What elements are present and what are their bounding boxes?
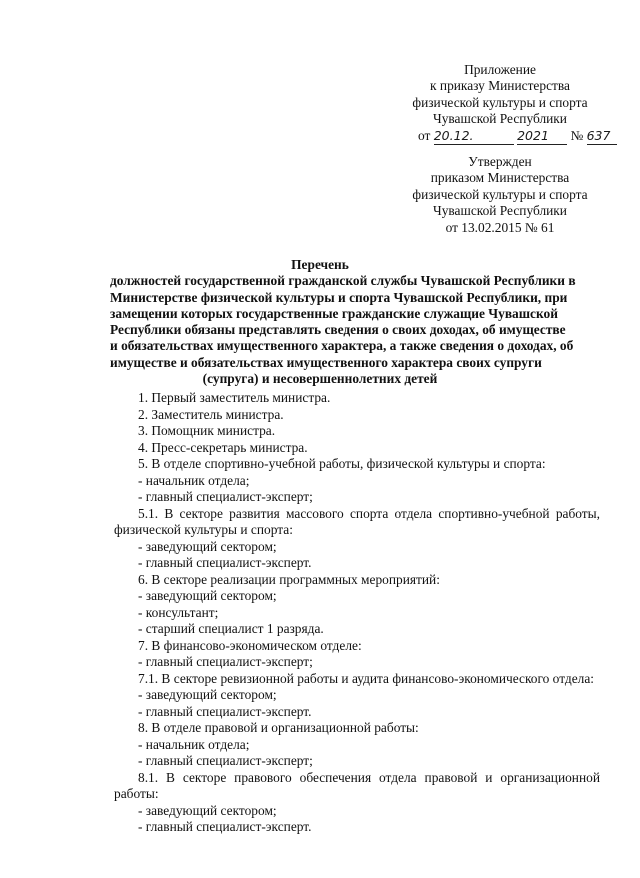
positions-list [0,390,640,836]
list-item: - главный специалист-эксперт. [138,703,312,719]
list-item: - главный специалист-эксперт; [138,753,313,768]
document-title [110,257,576,387]
list-item: - старший специалист 1 разряда. [138,621,324,636]
appendix-block [400,62,611,145]
list-item: 7. В финансово-экономическом отделе: [138,637,362,653]
appendix-line: Приложение [464,62,536,77]
number-sign: № [570,127,584,143]
list-item: - начальник отдела; [138,472,250,488]
title-line: и обязательствах имущественного характера, а также сведения о доходах, об [110,338,574,354]
title-line: Министерстве физической культуры и спорта Чувашской Республики, при [110,289,568,305]
approved-line: Чувашской Республики [433,203,567,219]
date-blank [434,128,514,145]
list-item: 8. В отделе правовой и организационной работы: [138,720,419,735]
list-item: 7.1. В секторе ревизионной работы и аудита финансово-экономического отдела: [138,670,594,686]
list-item: 6. В секторе реализации программных мероприятий: [138,571,440,587]
list-item: 5.1. В секторе развития массового спорта отдела спортивно-учебной работы, [138,505,600,521]
list-item: 5. В отделе спортивно-учебной работы, физической культуры и спорта: [138,456,546,471]
list-item: 4. Пресс-секретарь министра. [138,439,308,455]
year-blank [517,128,567,145]
list-item: 2. Заместитель министра. [138,406,284,422]
title-line: должностей государственной гражданской службы Чувашской Республики в [110,273,576,289]
approved-line: физической культуры и спорта [412,186,588,202]
list-item: - заведующий сектором; [138,538,277,554]
appendix-line: физической культуры и спорта [412,94,588,110]
list-item: - главный специалист-эксперт; [138,489,313,504]
list-item: - заведующий сектором; [138,687,277,702]
title-line: Республики обязаны представлять сведения о своих доходах, об имуществе [110,322,566,338]
list-item: - консультант; [138,604,219,620]
list-item: - главный специалист-эксперт; [138,654,313,669]
title-line: Перечень [291,257,349,272]
approved-line: Утвержден [468,154,532,169]
list-item: - главный специалист-эксперт. [138,555,312,570]
list-item: - главный специалист-эксперт. [138,819,312,834]
approved-line: приказом Министерства [430,170,570,186]
handwritten-year: 2021 [517,127,549,143]
list-item: работы: [114,786,159,801]
list-item: 8.1. В секторе правового обеспечения отдела правовой и организационной [138,769,600,785]
handwritten-date: 20.12. [433,127,474,143]
order-date-line [400,127,611,145]
list-item: 3. Помощник министра. [138,423,276,438]
list-item: - заведующий сектором; [138,802,277,818]
approved-block [400,154,600,236]
approved-line: от 13.02.2015 № 61 [445,219,555,235]
list-item: - начальник отдела; [138,736,250,752]
list-item: 1. Первый заместитель министра. [138,390,331,405]
title-line: замещении которых государственные гражданские служащие Чувашской [110,305,558,321]
title-line: имуществе и обязательствах имущественного характера своих супруги [110,354,542,370]
appendix-line: Чувашской Республики [433,111,567,127]
from-label: от [418,127,431,143]
list-item: физической культуры и спорта: [114,522,293,537]
list-item: - заведующий сектором; [138,588,277,603]
handwritten-number: 637 [586,127,611,143]
number-blank [587,128,617,145]
appendix-line: к приказу Министерства [430,78,570,94]
title-line: (супруга) и несовершеннолетних детей [202,371,438,387]
